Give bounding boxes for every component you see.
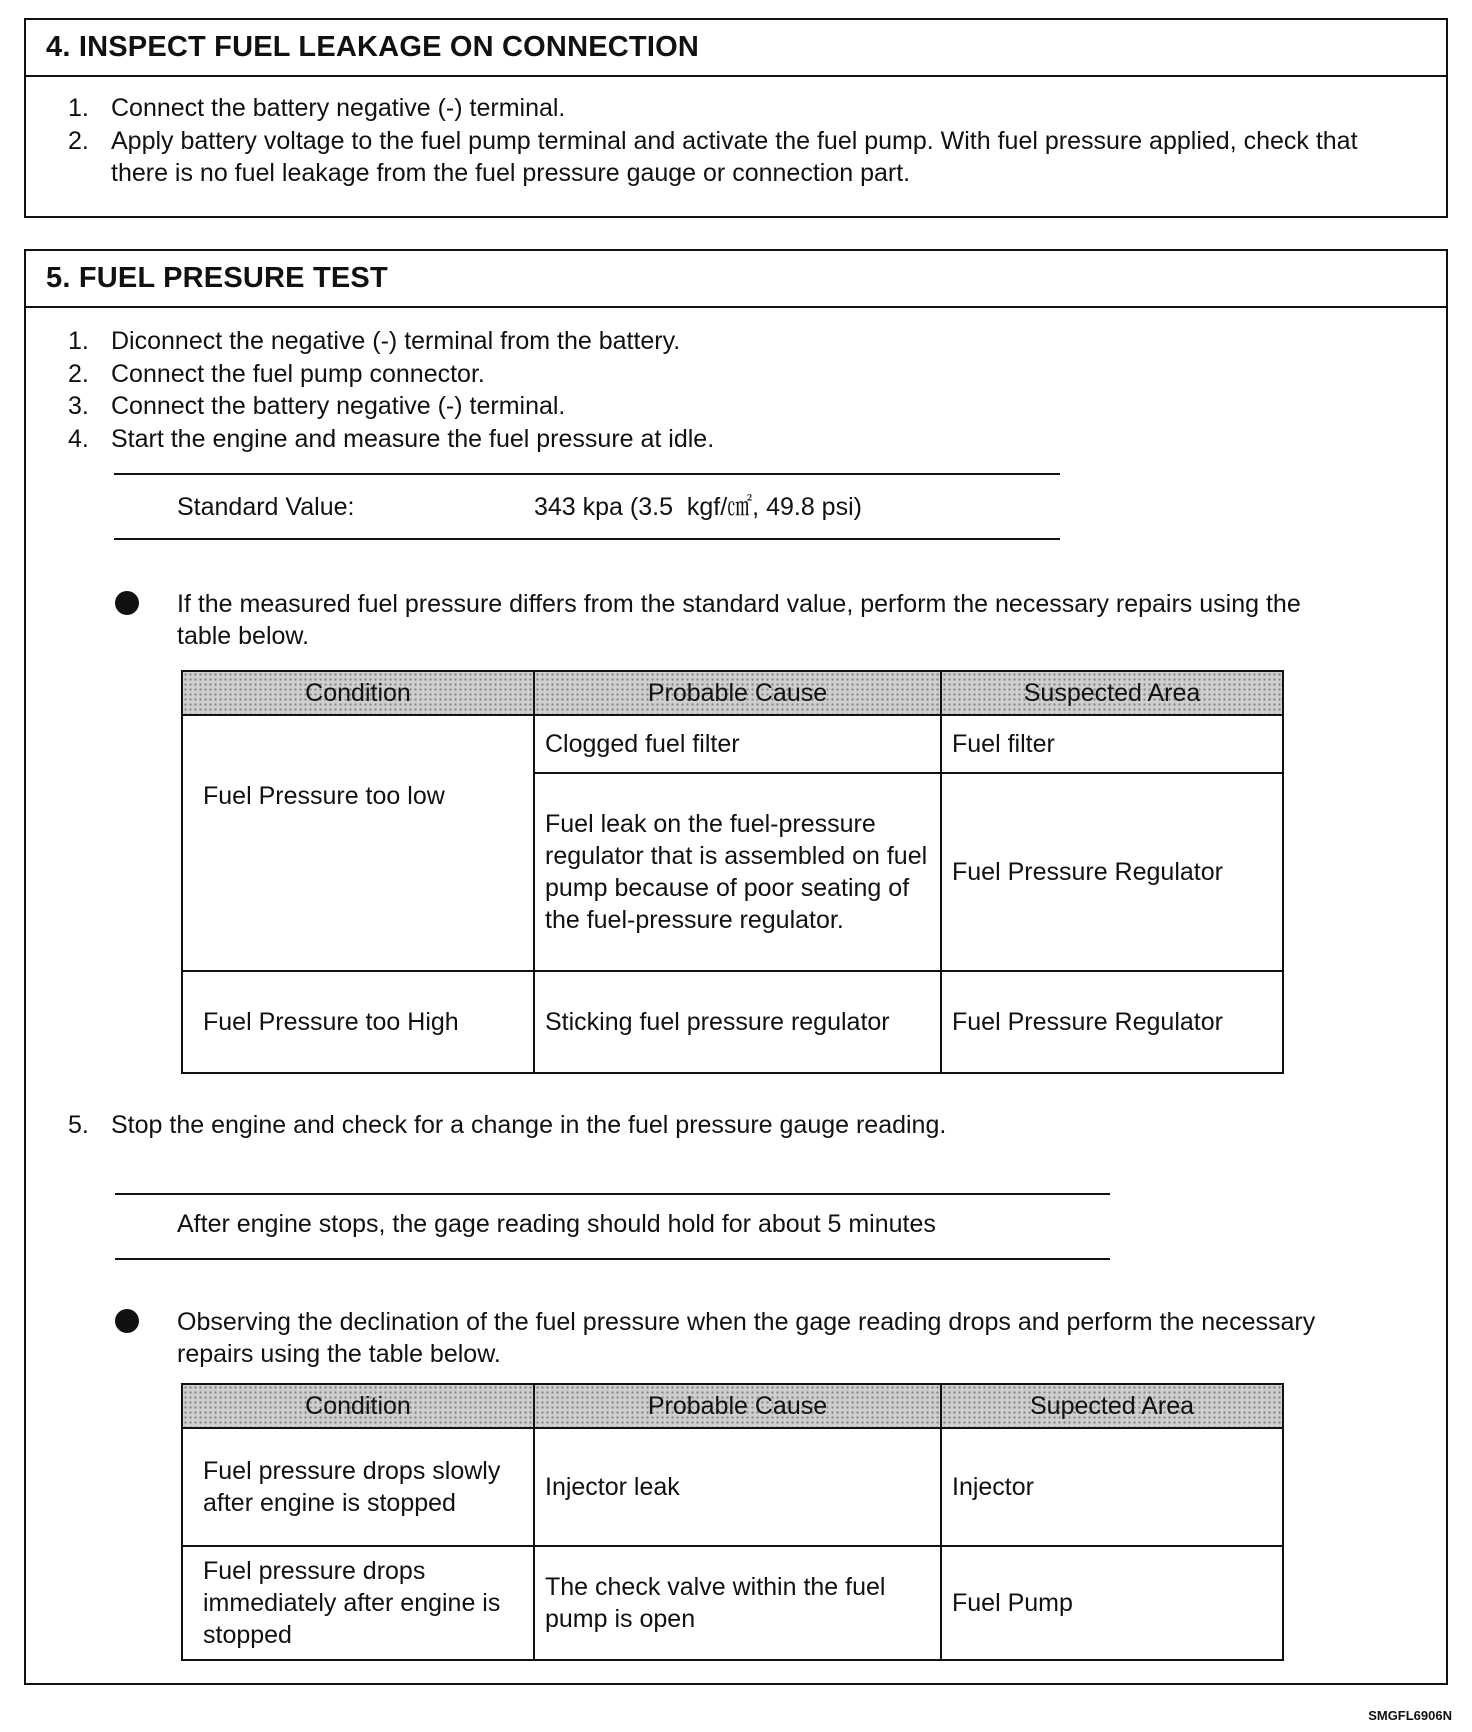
step-number: 4.	[68, 425, 89, 453]
section-5-title: 5. FUEL PRESURE TEST	[46, 262, 388, 294]
step-text: Connect the battery negative (-) terminal.	[111, 392, 566, 420]
bullet-icon	[115, 1309, 139, 1333]
step-text: Connect the fuel pump connector.	[111, 360, 485, 388]
standard-value-label: Standard Value:	[177, 493, 355, 521]
table-row	[182, 971, 1283, 1073]
table-row	[182, 1428, 1283, 1546]
column-header: Condition	[182, 1384, 534, 1428]
column-header: Probable Cause	[534, 1384, 941, 1428]
step-text: Diconnect the negative (-) terminal from the battery.	[111, 327, 681, 355]
area-cell: Fuel Pump	[941, 1546, 1283, 1660]
condition-cell: Fuel pressure drops slowly after engine is stopped	[182, 1428, 534, 1546]
note-rule-top	[115, 1193, 1110, 1195]
section-4-header	[26, 20, 1446, 77]
section-4-title: 4. INSPECT FUEL LEAKAGE ON CONNECTION	[46, 31, 699, 63]
step-number: 3.	[68, 392, 89, 420]
area-cell: Fuel filter	[941, 715, 1283, 773]
step-text: Start the engine and measure the fuel pressure at idle.	[111, 425, 715, 453]
spec-rule-top	[114, 473, 1060, 475]
area-cell: Injector	[941, 1428, 1283, 1546]
cause-cell: Fuel leak on the fuel-pressure regulator that is assembled on fuel pump because of poor seating of the fuel-pressure regulator.	[534, 773, 941, 971]
bullet-2-text: Observing the declination of the fuel pressure when the gage reading drops and perform the necessary repairs using the table below.	[177, 1308, 1316, 1368]
pressure-drop-table	[181, 1383, 1284, 1661]
bullet-icon	[115, 591, 139, 615]
note-rule-bottom	[115, 1258, 1110, 1260]
table-row	[182, 715, 1283, 773]
cause-cell: Injector leak	[534, 1428, 941, 1546]
cause-cell: Sticking fuel pressure regulator	[534, 971, 941, 1073]
area-cell: Fuel Pressure Regulator	[941, 773, 1283, 971]
condition-cell: Fuel pressure drops immediately after engine is stopped	[182, 1546, 534, 1660]
pressure-table	[181, 670, 1284, 1074]
step-number: 1.	[68, 94, 89, 122]
step-number: 2.	[68, 360, 89, 388]
hold-note: After engine stops, the gage reading should hold for about 5 minutes	[177, 1210, 936, 1238]
step-number: 5.	[68, 1111, 89, 1139]
step-text: Connect the battery negative (-) terminal.	[111, 94, 566, 122]
table-header-row	[182, 671, 1283, 715]
step-number: 2.	[68, 127, 89, 155]
step-text: Stop the engine and check for a change in the fuel pressure gauge reading.	[111, 1111, 947, 1139]
condition-cell: Fuel Pressure too low	[182, 715, 534, 971]
table-row	[182, 1546, 1283, 1660]
cause-cell: Clogged fuel filter	[534, 715, 941, 773]
column-header: Supected Area	[941, 1384, 1283, 1428]
spec-rule-bottom	[114, 538, 1060, 540]
column-header: Suspected Area	[941, 671, 1283, 715]
cause-cell: The check valve within the fuel pump is open	[534, 1546, 941, 1660]
column-header: Probable Cause	[534, 671, 941, 715]
standard-value: 343 kpa (3.5 kgf/㎠, 49.8 psi)	[534, 493, 862, 521]
condition-cell: Fuel Pressure too High	[182, 971, 534, 1073]
bullet-1-text: If the measured fuel pressure differs from the standard value, perform the necessary repairs using the table below.	[177, 590, 1301, 650]
step-number: 1.	[68, 327, 89, 355]
document-code: SMGFL6906N	[1368, 1708, 1452, 1723]
column-header: Condition	[182, 671, 534, 715]
step-text: Apply battery voltage to the fuel pump terminal and activate the fuel pump. With fuel pressure applied, check that there is no fuel leakage from the fuel pressure gauge or connection part.	[111, 127, 1358, 187]
table-header-row	[182, 1384, 1283, 1428]
section-5-header	[26, 251, 1446, 308]
area-cell: Fuel Pressure Regulator	[941, 971, 1283, 1073]
